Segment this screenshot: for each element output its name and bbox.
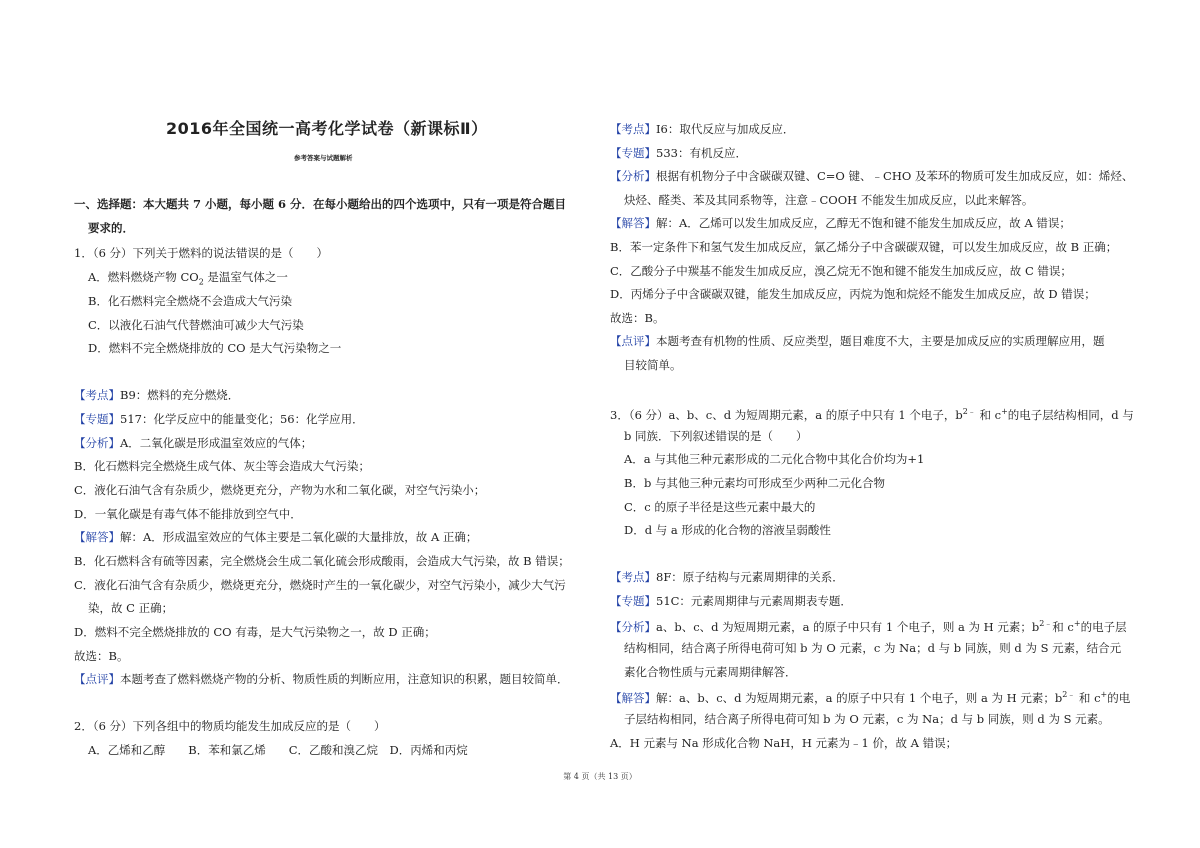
q3-option-b: B．b 与其他三种元素均可形成至少两种二元化合物 <box>624 476 885 490</box>
q3-stem-sup2: + <box>1001 407 1008 416</box>
page-footer: 第 4 页（共 13 页） <box>563 772 637 781</box>
q2-dianping-text: 本题考查有机物的性质、反应类型，题目难度不大，主要是加成反应的实质理解应用，题 <box>656 334 1105 348</box>
q3-jieda-cont: 子层结构相同，结合离子所得电荷可知 b 为 O 元素，c 为 Na；d 与 b 同族，则 d 为 S 元素。 <box>624 712 1110 726</box>
q2-jieda-c: C．乙酸分子中羰基不能发生加成反应，溴乙烷无不饱和键不能发生加成反应，故 C 错误； <box>610 264 1072 278</box>
page-subtitle: 参考答案与试题解析 <box>294 154 353 162</box>
zhuanti-tag: 【专题】 <box>610 594 656 608</box>
section-heading-cont: 要求的． <box>88 221 134 235</box>
q1-fenxi-c: C．液化石油气含有杂质少，燃烧更充分，产物为水和二氧化碳，对空气污染小； <box>74 483 486 497</box>
q3-jieda-text: 解：a、b、c、d 为短周期元素，a 的原子中只有 1 个电子，则 a 为 H 元素；b <box>656 690 1063 705</box>
q2-fenxi-text: 根据有机物分子中含碳碳双键、C=O 键、﹣CHO 及苯环的物质可发生加成反应，如：烯烃、 <box>656 169 1134 183</box>
q2-jieda-d: D．丙烯分子中含碳碳双键，能发生加成反应，丙烷为饱和烷烃不能发生加成反应，故 D 错误； <box>610 287 1096 301</box>
q1-option-d: D．燃料不完全燃烧排放的 CO 是大气污染物之一 <box>88 341 342 355</box>
q2-jieda-text: 解：A．乙烯可以发生加成反应，乙醇无不饱和键不能发生加成反应，故 A 错误； <box>656 216 1071 230</box>
q3-option-d: D．d 与 a 形成的化合物的溶液呈弱酸性 <box>624 523 831 537</box>
q2-zhuanti-text: 533：有机反应． <box>656 146 747 160</box>
q3-stem-text: 3．（6 分）a、b、c、d 为短周期元素，a 的原子中只有 1 个电子，b <box>610 407 963 422</box>
fenxi-tag: 【分析】 <box>610 619 656 634</box>
q3-zhuanti <box>610 593 852 609</box>
fenxi-tag: 【分析】 <box>74 436 120 450</box>
q2-zhuanti <box>610 145 747 161</box>
q2-stem: 2．（6 分）下列各组中的物质均能发生加成反应的是（ ） <box>74 719 386 733</box>
q1-fenxi-b: B．化石燃料完全燃烧生成气体、灰尘等会造成大气污染； <box>74 459 370 473</box>
q3-fenxi-text3: 的电子层 <box>1080 619 1127 634</box>
q3-fenxi-cont2: 素化合物性质与元素周期律解答． <box>624 665 797 679</box>
q3-zhuanti-text: 51C：元素周期律与元素周期表专题． <box>656 594 852 608</box>
q1-jieda-c1: C．液化石油气含有杂质少，燃烧更充分，燃烧时产生的一氧化碳少，对空气污染小，减少大气污 <box>74 578 566 592</box>
q1-jieda-b: B．化石燃料含有硫等因素，完全燃烧会生成二氧化硫会形成酸雨，会造成大气污染，故 B 错误； <box>74 554 570 568</box>
q1-stem: 1．（6 分）下列关于燃料的说法错误的是（ ） <box>74 246 329 260</box>
q3-fenxi-text: a、b、c、d 为短周期元素，a 的原子中只有 1 个电子，则 a 为 H 元素；b <box>656 619 1040 634</box>
q3-stem-text3: 的电子层结构相同，d 与 <box>1007 407 1134 422</box>
jieda-tag: 【解答】 <box>610 690 656 705</box>
kaodian-tag: 【考点】 <box>610 570 656 584</box>
q2-kaodian-text: I6：取代反应与加成反应． <box>656 122 795 136</box>
q3-jieda-text3: 的电 <box>1107 690 1131 705</box>
dianping-tag: 【点评】 <box>74 672 120 686</box>
q1-option-a-text2: 是温室气体之一 <box>203 270 288 284</box>
jieda-tag: 【解答】 <box>610 216 656 230</box>
zhuanti-tag: 【专题】 <box>610 146 656 160</box>
q1-answer: 故选：B。 <box>74 649 129 663</box>
section-heading: 一、选择题：本大题共 7 小题，每小题 6 分．在每小题给出的四个选项中，只有一项是符合题目 <box>74 197 567 211</box>
q1-dianping <box>74 671 569 687</box>
q2-answer: 故选：B。 <box>610 311 665 325</box>
q3-fenxi-sup: 2﹣ <box>1039 619 1053 628</box>
q2-jieda <box>610 215 1071 231</box>
q1-option-b: B．化石燃料完全燃烧不会造成大气污染 <box>88 294 292 308</box>
q1-option-a <box>88 269 288 290</box>
q1-kaodian-text: B9：燃料的充分燃烧． <box>120 388 240 402</box>
q3-option-a: A．a 与其他三种元素形成的二元化合物中其化合价均为+1 <box>624 452 925 466</box>
q3-kaodian-text: 8F：原子结构与元素周期律的关系． <box>656 570 844 584</box>
zhuanti-tag: 【专题】 <box>74 412 120 426</box>
q1-jieda-text: 解：A．形成温室效应的气体主要是二氧化碳的大量排放，故 A 正确； <box>120 530 478 544</box>
q1-fenxi-text: A．二氧化碳是形成温室效应的气体； <box>120 436 313 450</box>
q2-fenxi-cont: 炔烃、醛类、苯及其同系物等，注意﹣COOH 不能发生加成反应，以此来解答。 <box>624 193 1034 207</box>
q3-option-c: C．c 的原子半径是这些元素中最大的 <box>624 500 816 514</box>
q3-jieda <box>610 687 1130 706</box>
q3-jieda-a: A．H 元素与 Na 形成化合物 NaH，H 元素为﹣1 价，故 A 错误； <box>610 736 958 750</box>
q1-jieda-c2: 染，故 C 正确； <box>88 601 174 615</box>
q2-options: A．乙烯和乙醇 B．苯和氯乙烯 C．乙酸和溴乙烷 D．丙烯和丙烷 <box>88 743 468 757</box>
q2-dianping <box>610 333 1105 349</box>
dianping-tag: 【点评】 <box>610 334 656 348</box>
page-title: 2016年全国统一高考化学试卷（新课标Ⅱ） <box>166 119 488 138</box>
q3-fenxi-sup2: + <box>1073 619 1081 628</box>
q3-stem <box>610 404 1134 423</box>
q1-jieda-d: D．燃料不完全燃烧排放的 CO 有毒，是大气污染物之一，故 D 正确； <box>74 625 436 639</box>
q3-stem-sup: 2﹣ <box>962 407 976 416</box>
q3-stem-text2: 和 c <box>975 407 1002 422</box>
q2-jieda-b: B．苯一定条件下和氢气发生加成反应，氯乙烯分子中含碳碳双键，可以发生加成反应，故 B 正确； <box>610 240 1118 254</box>
kaodian-tag: 【考点】 <box>610 122 656 136</box>
q1-zhuanti-text: 517：化学反应中的能量变化；56：化学应用． <box>120 412 364 426</box>
q3-kaodian <box>610 569 844 585</box>
q3-jieda-sup2: + <box>1100 690 1108 699</box>
q1-jieda <box>74 529 477 545</box>
kaodian-tag: 【考点】 <box>74 388 120 402</box>
q1-zhuanti <box>74 411 364 427</box>
q1-option-a-sub: 2 <box>198 277 204 287</box>
q3-fenxi-cont1: 结构相同，结合离子所得电荷可知 b 为 O 元素，c 为 Na；d 与 b 同族，则 d 为 S 元素，结合元 <box>624 641 1122 655</box>
q2-fenxi <box>610 168 1133 184</box>
q3-stem-cont: b 同族．下列叙述错误的是（ ） <box>624 429 808 443</box>
q1-option-a-text: A．燃料燃烧产物 CO <box>88 270 199 284</box>
fenxi-tag: 【分析】 <box>610 169 656 183</box>
jieda-tag: 【解答】 <box>74 530 120 544</box>
q3-fenxi-text2: 和 c <box>1052 619 1074 634</box>
q3-jieda-text2: 和 c <box>1075 690 1101 705</box>
q2-dianping-cont: 目较简单。 <box>624 358 682 372</box>
q1-dianping-text: 本题考查了燃料燃烧产物的分析、物质性质的判断应用，注意知识的积累，题目较简单． <box>120 672 569 686</box>
q1-fenxi-d: D．一氧化碳是有毒气体不能排放到空气中． <box>74 507 302 521</box>
q2-kaodian <box>610 121 794 137</box>
q3-fenxi <box>610 616 1127 635</box>
q3-jieda-sup: 2﹣ <box>1062 690 1076 699</box>
q1-fenxi <box>74 435 312 451</box>
q1-option-c: C．以液化石油气代替燃油可减少大气污染 <box>88 318 304 332</box>
q1-kaodian <box>74 387 239 403</box>
